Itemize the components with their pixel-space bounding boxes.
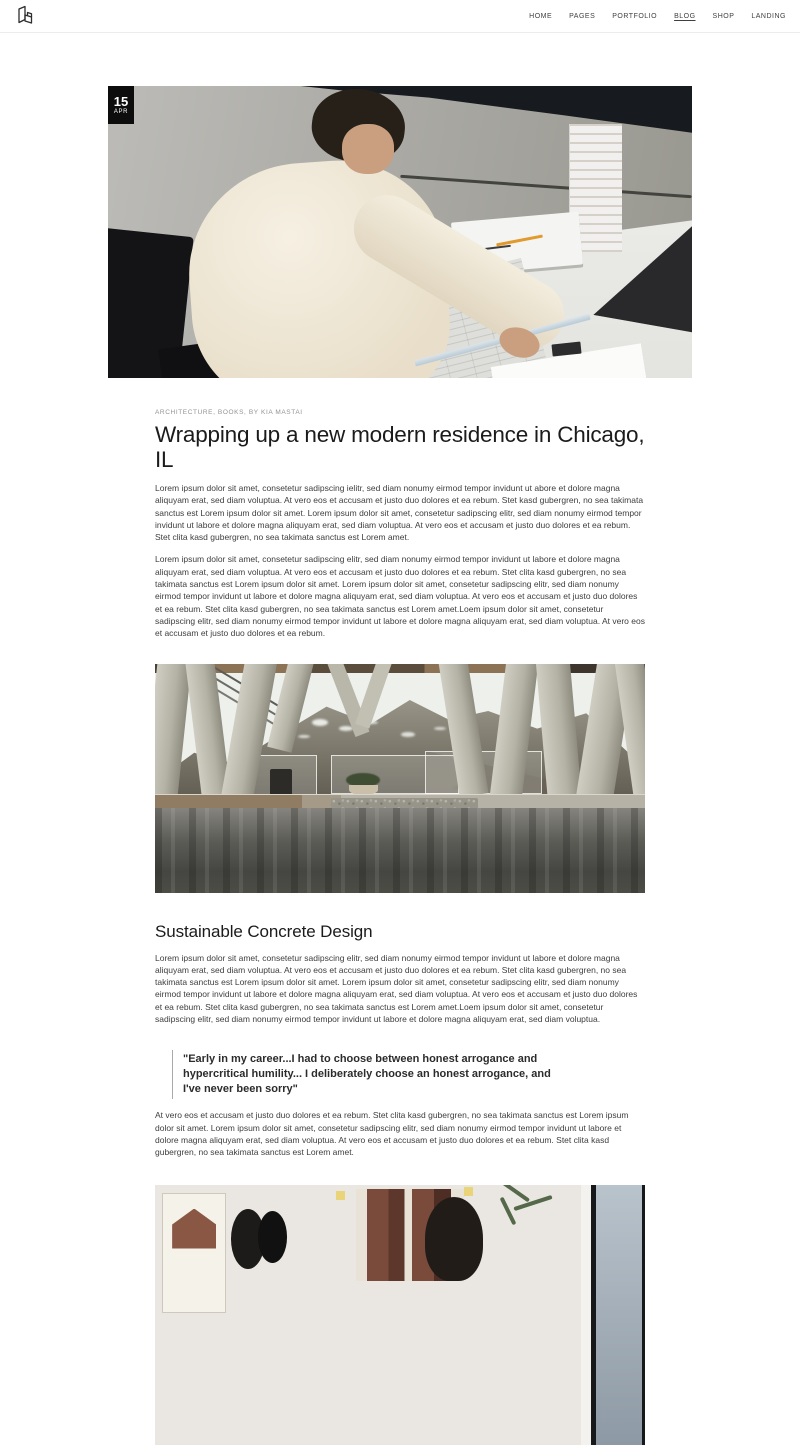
post-date-month: APR xyxy=(113,109,129,115)
post-date-day: 15 xyxy=(113,94,129,109)
office-art-sticky-note xyxy=(336,1191,345,1200)
building-logo-icon xyxy=(14,4,38,28)
hero-art-man-face xyxy=(342,124,395,174)
blog-post-page xyxy=(0,86,800,1445)
pool-art-water-reflections xyxy=(155,808,645,893)
office-art-sticky-note xyxy=(464,1187,473,1196)
post-date-badge xyxy=(108,86,134,124)
home-logo-link[interactable] xyxy=(14,4,38,28)
nav-item-landing[interactable]: LANDING xyxy=(751,12,786,20)
nav-item-pages[interactable]: PAGES xyxy=(569,12,596,20)
nav-item-portfolio[interactable]: PORTFOLIO xyxy=(612,12,658,20)
hero-photo-architect-at-desk xyxy=(108,86,692,378)
post-meta-categories[interactable]: ARCHITECTURE, BOOKS, BY KIA MASTAI xyxy=(155,409,303,416)
pool-art-roof-beam xyxy=(155,664,645,673)
post-article xyxy=(155,409,645,1445)
pull-quote: "Early in my career...I had to choose between honest arrogance and hypercritical humility... I deliberately choose an honest arrogance, and I've never been sorry" xyxy=(172,1050,564,1099)
article-photo-concrete-pool-pavilion xyxy=(155,664,645,893)
office-art-man-head xyxy=(425,1197,484,1281)
main-nav xyxy=(529,13,786,20)
article-photo-architect-office xyxy=(155,1185,645,1445)
post-paragraph-4: At vero eos et accusam et justo duo dolores et ea rebum. Stet clita kasd gubergren, no sea takimata sanctus est Lorem ipsum dolor sit amet. Lorem ipsum dolor sit amet, consetetur sadipscing elitr, sed diam nonumy eirmod tempor invidunt ut labore et dolore magna aliquyam erat, sed diam voluptua. At vero eos et accusam et justo duo dolores et ea rebum. Stet clita kasd gubergren, no sea takimata sanctus est Lorem amet. xyxy=(155,1110,629,1158)
nav-item-shop[interactable]: SHOP xyxy=(712,12,735,20)
office-art-black-sphere xyxy=(258,1211,287,1263)
post-paragraph-3: Lorem ipsum dolor sit amet, consetetur sadipscing elitr, sed diam nonumy eirmod tempor invidunt ut labore et dolore magna aliquyam erat, sed diam voluptua. At vero eos et accusam et justo duo dolores et ea rebum. Stet clita kasd gubergren, no sea takimata sanctus est Lorem ipsum dolor sit amet. Lorem ipsum dolor sit amet, consetetur sadipscing elitr, sed diam nonumy eirmod tempor invidunt ut labore et dolore magna aliquyam erat, sed diam voluptua. At vero eos et accusam et justo duo dolores et ea rebum. Stet clita kasd gubergren, no sea takimata sanctus est Lorem amet.Loem ipsum dolor sit amet, consetetur sadipscing elitr, sed diam nonumy eirmod tempor invidunt ut labore et dolore magna aliquyam erat, sed diam voluptua. xyxy=(155,952,638,1025)
post-paragraph-2: Lorem ipsum dolor sit amet, consetetur sadipscing elitr, sed diam nonumy eirmod tempor invidunt ut labore et dolore magna aliquyam erat, sed diam voluptua. At vero eos et accusam et justo duo dolores et ea rebum. Stet clita kasd gubergren, no sea takimata sanctus est Lorem ipsum dolor sit amet. Lorem ipsum dolor sit amet, consetetur sadipscing elitr, sed diam nonumy eirmod tempor invidunt ut labore et dolore magna aliquyam erat, sed diam voluptua. At vero eos et accusam et justo duo dolores et ea rebum. Stet clita kasd gubergren, no sea takimata sanctus est Lorem amet.Loem ipsum dolor sit amet, consetetur sadipscing elitr, sed diam nonumy eirmod tempor invidunt ut labore et dolore magna aliquyam erat, sed diam voluptua. At vero eos et accusam et justo duo dolores et ea rebum. xyxy=(155,554,645,639)
post-title: Wrapping up a new modern residence in Chicago, IL xyxy=(155,422,645,472)
top-navigation-bar xyxy=(0,0,800,33)
section-heading: Sustainable Concrete Design xyxy=(155,921,373,941)
nav-item-blog[interactable]: BLOG xyxy=(674,12,696,20)
office-art-dark-window xyxy=(591,1185,645,1445)
office-art-wall-edge xyxy=(581,1185,591,1445)
nav-item-home[interactable]: HOME xyxy=(529,12,553,20)
pool-art-snow-patches xyxy=(312,719,328,726)
pool-art-trash-bin xyxy=(270,769,292,796)
post-paragraph-1: Lorem ipsum dolor sit amet, consetetur sadipscing ielitr, sed diam nonumy eirmod tempor invidunt ut abore et dolore magna aliquyam erat, sed diam voluptua. At vero eos et accusam et justo duo dolores et ea rebum. Stet kasd gubergren, no sea takimata sanctus est Lorem ipsum dolor sit amet. Lorem ipsum dolor sit amet, consetetur sadipscing elitr, sed diam nonumy eirmod tempor invidunt ut labore et dolore magna aliquyam erat, sed diam voluptua. At vero eos et accusam et justo duo dolores et ea rebum. Stet clita kasd gubergren, no sea takimata sanctus est Lorem amet. xyxy=(155,483,644,543)
hero-art-wall-cable xyxy=(400,175,691,198)
